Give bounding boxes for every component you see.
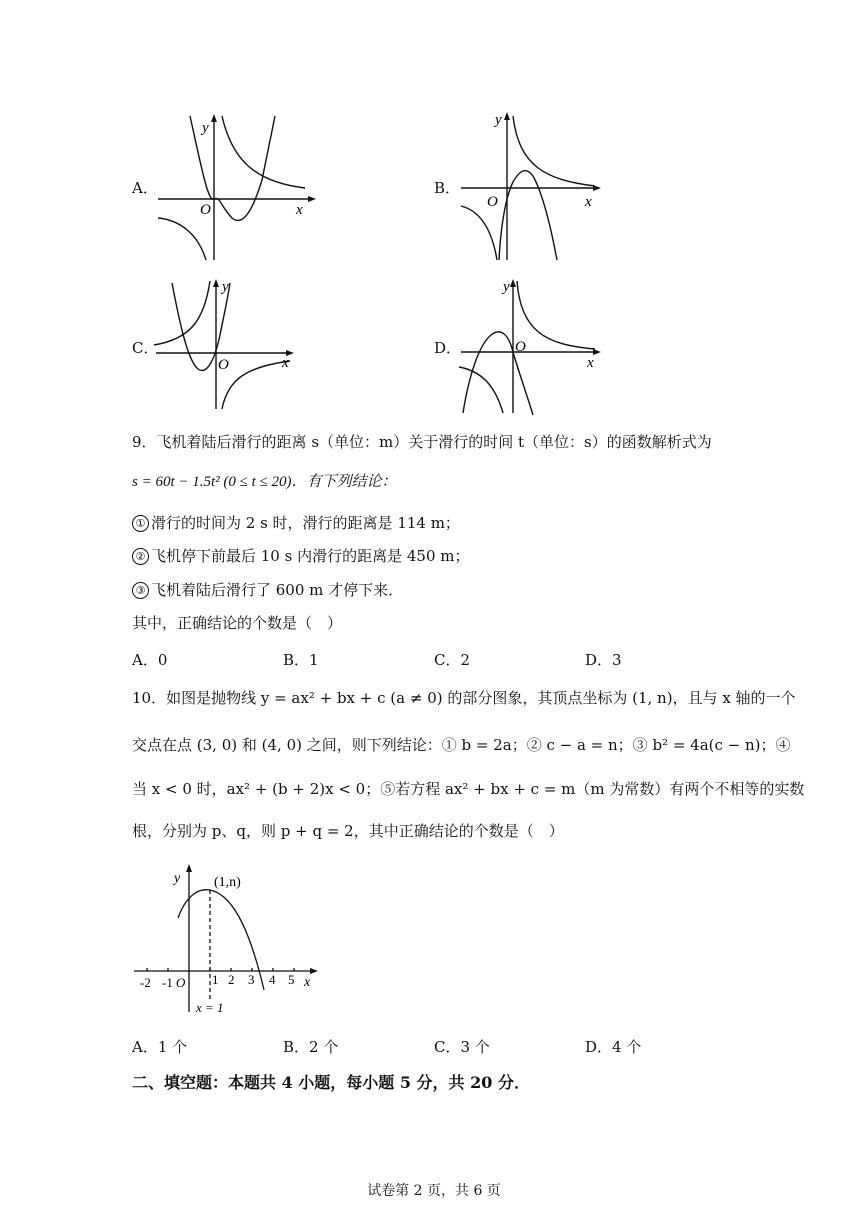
q10-parabola-graph <box>130 860 330 1020</box>
q9-conclusion-3-text: 飞机着陆后滑行了 600 m 才停下来． <box>151 581 404 599</box>
page-footer: 试卷第 2 页，共 6 页 <box>367 1183 501 1199</box>
q9-formula: s = 60t − 1.5t² (0 ≤ t ≤ 20)．有下列结论： <box>132 474 397 490</box>
q10-stem-line4: 根，分别为 p、q，则 p + q = 2，其中正确结论的个数是（ ） <box>132 822 564 840</box>
q9-conclusion-2 <box>132 545 469 566</box>
q9-question: 其中，正确结论的个数是（ ） <box>132 614 343 632</box>
graph-a-origin-label: O <box>200 202 211 218</box>
q10-option-b[interactable]: B．2 个 <box>283 1038 339 1056</box>
graph-option-a <box>150 110 320 270</box>
q10-tick-1: 1 <box>212 972 219 987</box>
graph-d-y-label: y <box>503 279 510 295</box>
graph-option-c <box>150 275 300 415</box>
graph-c-x-label: x <box>282 355 289 371</box>
graph-c-origin-label: O <box>218 357 229 373</box>
q10-tick-2: 2 <box>228 972 235 987</box>
q9-conclusion-3 <box>132 579 403 600</box>
q9-conclusion-3-number: ③ <box>132 582 149 599</box>
q9-option-c[interactable]: C．2 <box>434 651 471 669</box>
q9-conclusion-2-text: 飞机停下前最后 10 s 内滑行的距离是 450 m； <box>151 547 470 565</box>
section-2-heading: 二、填空题：本题共 4 小题，每小题 5 分，共 20 分． <box>132 1073 530 1092</box>
q10-tick-3: 3 <box>248 972 255 987</box>
q9-conclusion-2-number: ② <box>132 548 149 565</box>
q10-option-a[interactable]: A．1 个 <box>132 1038 188 1056</box>
q10-symmetry-label: x = 1 <box>196 1000 224 1015</box>
option-c-label: C． <box>132 339 159 357</box>
q10-origin-label: O <box>176 975 186 990</box>
q10-vertex-label: (1,n) <box>214 875 241 890</box>
q10-tick-5: 5 <box>288 972 295 987</box>
q10-graph-y-label: y <box>174 871 181 886</box>
graph-a-y-label: y <box>202 120 209 136</box>
q10-graph-x-label: x <box>304 975 311 990</box>
graph-b-x-label: x <box>585 194 592 210</box>
graph-b-origin-label: O <box>487 194 498 210</box>
q9-option-b[interactable]: B．1 <box>283 651 319 669</box>
q9-option-a[interactable]: A．0 <box>132 651 168 669</box>
q10-option-d[interactable]: D．4 个 <box>585 1038 642 1056</box>
graph-a-x-label: x <box>296 202 303 218</box>
q10-stem-line3: 当 x < 0 时，ax² + (b + 2)x < 0；⑤若方程 ax² + bx + c = m（m 为常数）有两个不相等的实数 <box>132 780 805 798</box>
graph-d-origin-label: O <box>515 339 526 355</box>
q10-tick-4: 4 <box>269 972 276 987</box>
q9-conclusion-1 <box>132 512 460 533</box>
graph-c-y-label: y <box>222 279 229 295</box>
q9-conclusion-1-text: 滑行的时间为 2 s 时，滑行的距离是 114 m； <box>151 514 460 532</box>
option-b-label: B． <box>434 179 461 197</box>
option-d-label: D． <box>434 339 462 357</box>
q10-tick-neg2: -2 <box>140 975 151 990</box>
graph-option-d <box>455 275 605 420</box>
option-a-label: A． <box>132 179 158 197</box>
graph-option-b <box>455 110 605 270</box>
q10-stem-line1: 10．如图是抛物线 y = ax² + bx + c (a ≠ 0) 的部分图象，其顶点坐标为 (1, n)，且与 x 轴的一个 <box>132 689 796 707</box>
graph-d-x-label: x <box>587 355 594 371</box>
q9-option-d[interactable]: D．3 <box>585 651 622 669</box>
graph-b-y-label: y <box>495 112 502 128</box>
q9-conclusion-1-number: ① <box>132 515 149 532</box>
q10-option-c[interactable]: C．3 个 <box>434 1038 490 1056</box>
q10-tick-neg1: -1 <box>162 975 173 990</box>
q10-stem-line2: 交点在点 (3, 0) 和 (4, 0) 之间，则下列结论：① b = 2a；② c − a = n；③ b² = 4a(c − n)；④ <box>132 736 791 754</box>
q9-stem-line1: 9．飞机着陆后滑行的距离 s（单位：m）关于滑行的时间 t（单位：s）的函数解析式为 <box>132 433 712 451</box>
